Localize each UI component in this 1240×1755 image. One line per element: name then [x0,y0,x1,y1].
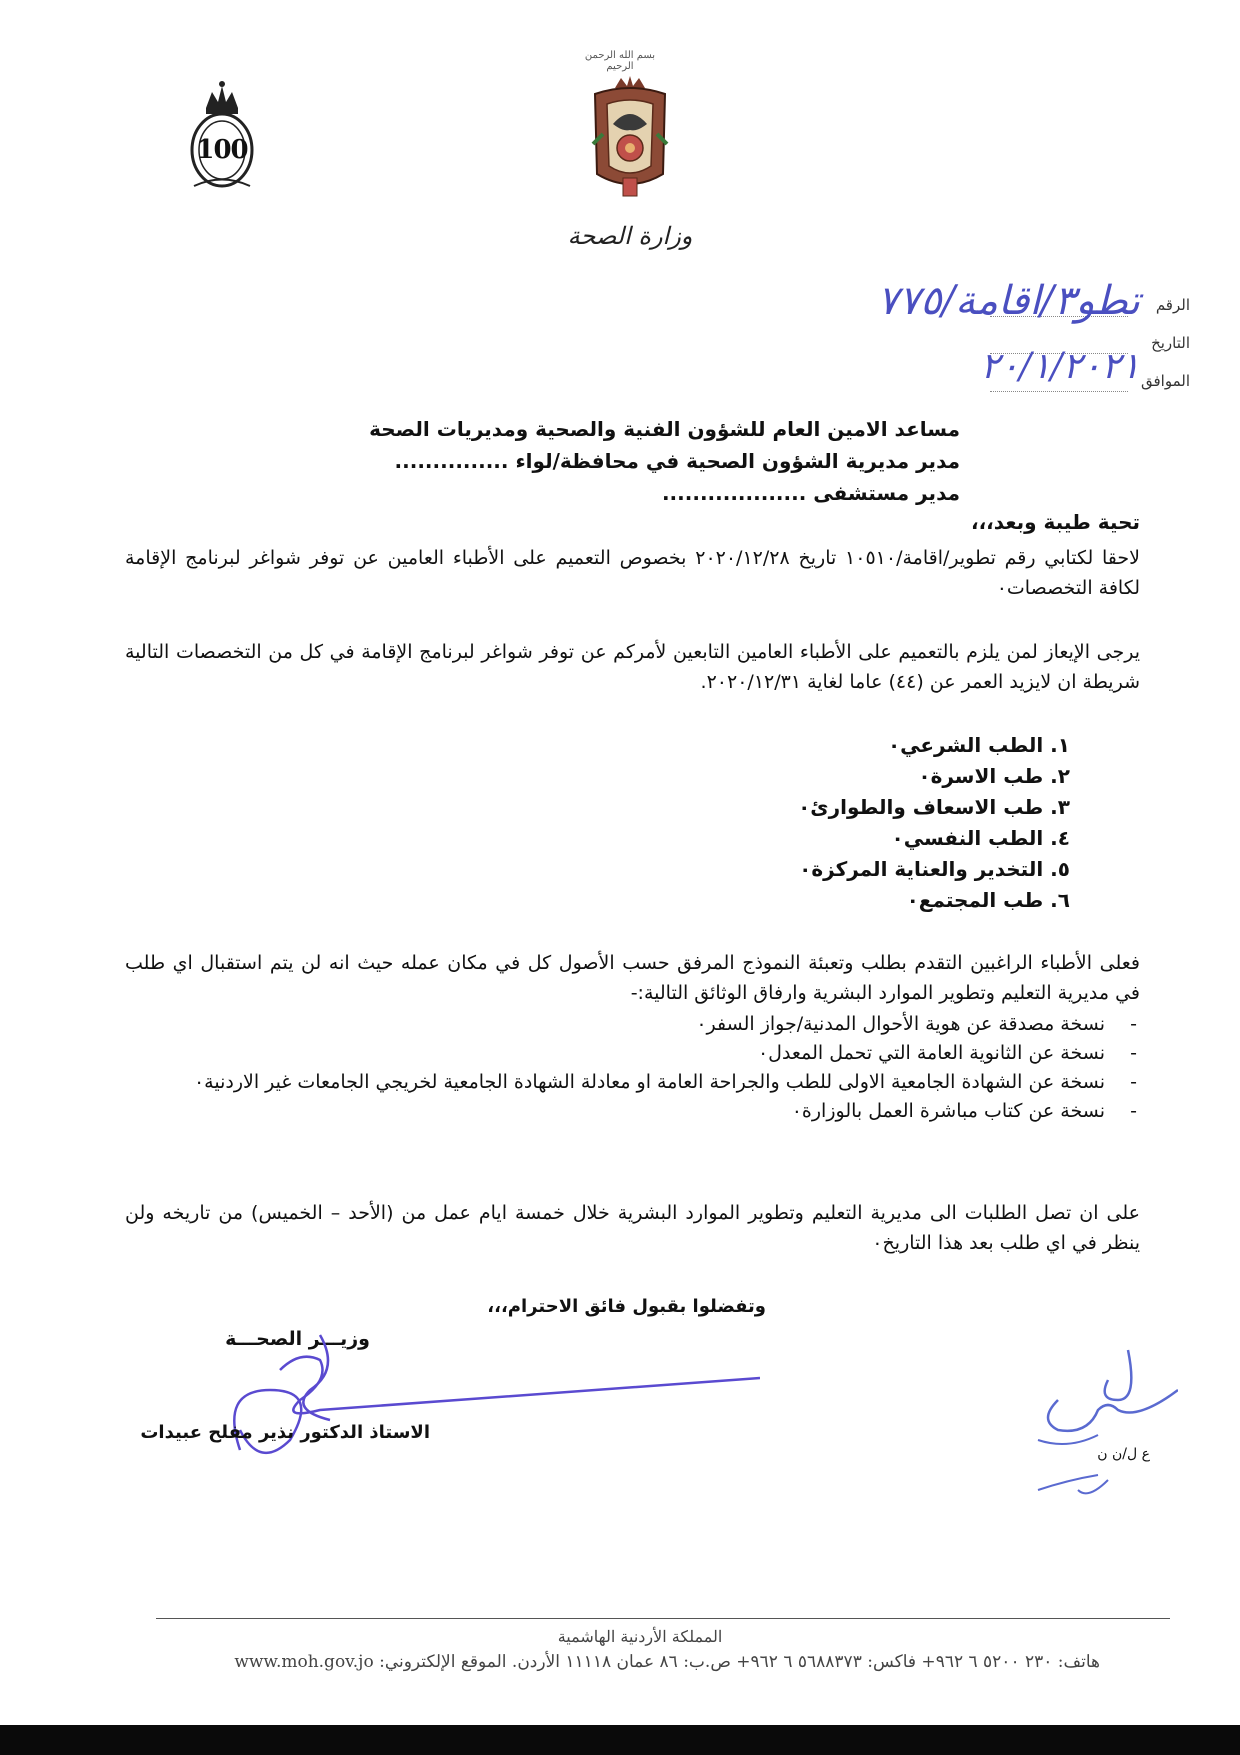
initials: ع ل/ن ن [1097,1446,1150,1462]
initials-scribble-icon [1028,1340,1178,1510]
specialties-list [600,730,1070,916]
ministry-name: وزارة الصحة [567,222,693,250]
centenary-logo [186,78,258,193]
specialty-number: ٣. [1050,795,1070,819]
specialty-text: الطب الشرعي٠ [887,733,1044,757]
footer-divider [156,1618,1170,1619]
specialty-number: ٢. [1050,764,1070,788]
document-item [125,1039,1137,1068]
specialty-number: ٤. [1050,826,1070,850]
specialty-text: طب المجتمع٠ [906,888,1044,912]
specialty-number: ٥. [1050,857,1070,881]
paragraph-request: يرجى الإيعاز لمن يلزم بالتعميم على الأطباء العامين التابعين لأمركم عن توفر شواغر لبرنامج الإقامة في كل من التخصصات التالية شريطة ان لايزيد العمر عن (٤٤) عاما لغاية ٢٠٢٠/١٢/٣١. [125,641,1140,693]
document-item [125,1068,1137,1097]
paragraph-application: فعلى الأطباء الراغبين التقدم بطلب وتعبئة النموذج المرفق حسب الأصول كل في مكان عمله حيث انه لن يتم استقبال اي طلب في مديرية التعليم وتطوير الموارد البشرية وارفاق الوثائق التالية:- [125,952,1140,1004]
number-label: الرقم [1155,296,1190,314]
paragraph-deadline: على ان تصل الطلبات الى مديرية التعليم وتطوير الموارد البشرية خلال خمسة ايام عمل من (الأحد – الخميس) من تاريخه ولن ينظر في اي طلب بعد هذا التاريخ٠ [125,1202,1140,1254]
dash-icon: - [1130,1100,1137,1122]
document-text: نسخة عن الثانوية العامة التي تحمل المعدل٠ [757,1042,1105,1064]
footer-kingdom: المملكة الأردنية الهاشمية [557,1627,723,1646]
recipient-line-3: مدير مستشفى ................... [661,481,960,505]
basmala: بسم الله الرحمن الرحيم [584,50,656,72]
recipient-line-1: مساعد الامين العام للشؤون الفنية والصحية ومديريات الصحة [369,417,960,441]
corresponding-date-handwritten: ٢٠/١/٢٠٢١ [980,346,1140,387]
document-item [125,1097,1137,1126]
dash-icon: - [1130,1071,1137,1093]
document-item [125,1010,1137,1039]
jordan-coat-of-arms-icon [585,74,675,204]
dash-icon: - [1130,1013,1137,1035]
specialty-number: ١. [1050,733,1070,757]
corresponding-label: الموافق [1140,372,1190,390]
document-text: نسخة عن الشهادة الجامعية الاولى للطب والجراحة العامة او معادلة الشهادة الجامعية لخريجي الجامعات غير الاردنية٠ [193,1071,1105,1093]
signatory-name: الاستاذ الدكتور نذير مفلح عبيدات [140,1422,430,1443]
specialty-number: ٦. [1050,888,1070,912]
specialty-text: طب الاسعاف والطوارئ٠ [798,795,1044,819]
date-label: التاريخ [1151,334,1190,352]
specialty-item [600,792,1070,823]
specialty-item [600,823,1070,854]
paragraph-reference: لاحقا لكتابي رقم تطوير/اقامة/١٠٥١٠ تاريخ ٢٠٢٠/١٢/٢٨ بخصوص التعميم على الأطباء العامين عن توفر شواغر لبرنامج الإقامة لكافة التخصصات٠ [125,547,1140,599]
closing-line: وتفضلوا بقبول فائق الاحترام،،، [487,1296,766,1317]
coat-of-arms-emblem [585,74,675,204]
recipient-line-2: مدير مديرية الشؤون الصحية في محافظة/لواء ............... [394,449,960,473]
specialty-item [600,885,1070,916]
specialty-item [600,854,1070,885]
document-text: نسخة مصدقة عن هوية الأحوال المدنية/جواز السفر٠ [696,1013,1105,1035]
specialty-text: التخدير والعناية المركزة٠ [799,857,1044,881]
specialty-item [600,730,1070,761]
signature-scribble-icon [200,1330,760,1480]
footer-contact: هاتف: ٢٣٠ ٥٢٠٠ ٦ ٩٦٢+ فاكس: ٥٦٨٨٣٧٣ ٦ ٩٦٢+ ص.ب: ٨٦ عمان ١١١١٨ الأردن. الموقع الإلكتروني: www.moh.gov.jo [234,1652,1100,1672]
dash-icon: - [1130,1042,1137,1064]
centenary-badge-number: 100 [196,135,248,165]
reference-number-handwritten: تطو٣/اقامة/٧٧٥ [877,278,1140,324]
scan-bottom-edge [0,1725,1240,1755]
signature-title: وزيـــر الصحـــة [225,1328,370,1350]
recipients-block [300,413,960,509]
specialty-text: طب الاسرة٠ [918,764,1044,788]
specialty-item [600,761,1070,792]
corresponding-line [990,391,1128,392]
specialty-text: الطب النفسي٠ [891,826,1044,850]
document-text: نسخة عن كتاب مباشرة العمل بالوزارة٠ [791,1100,1105,1122]
required-documents-list [125,1010,1137,1126]
greeting: تحية طيبة وبعد،،، [970,510,1140,534]
